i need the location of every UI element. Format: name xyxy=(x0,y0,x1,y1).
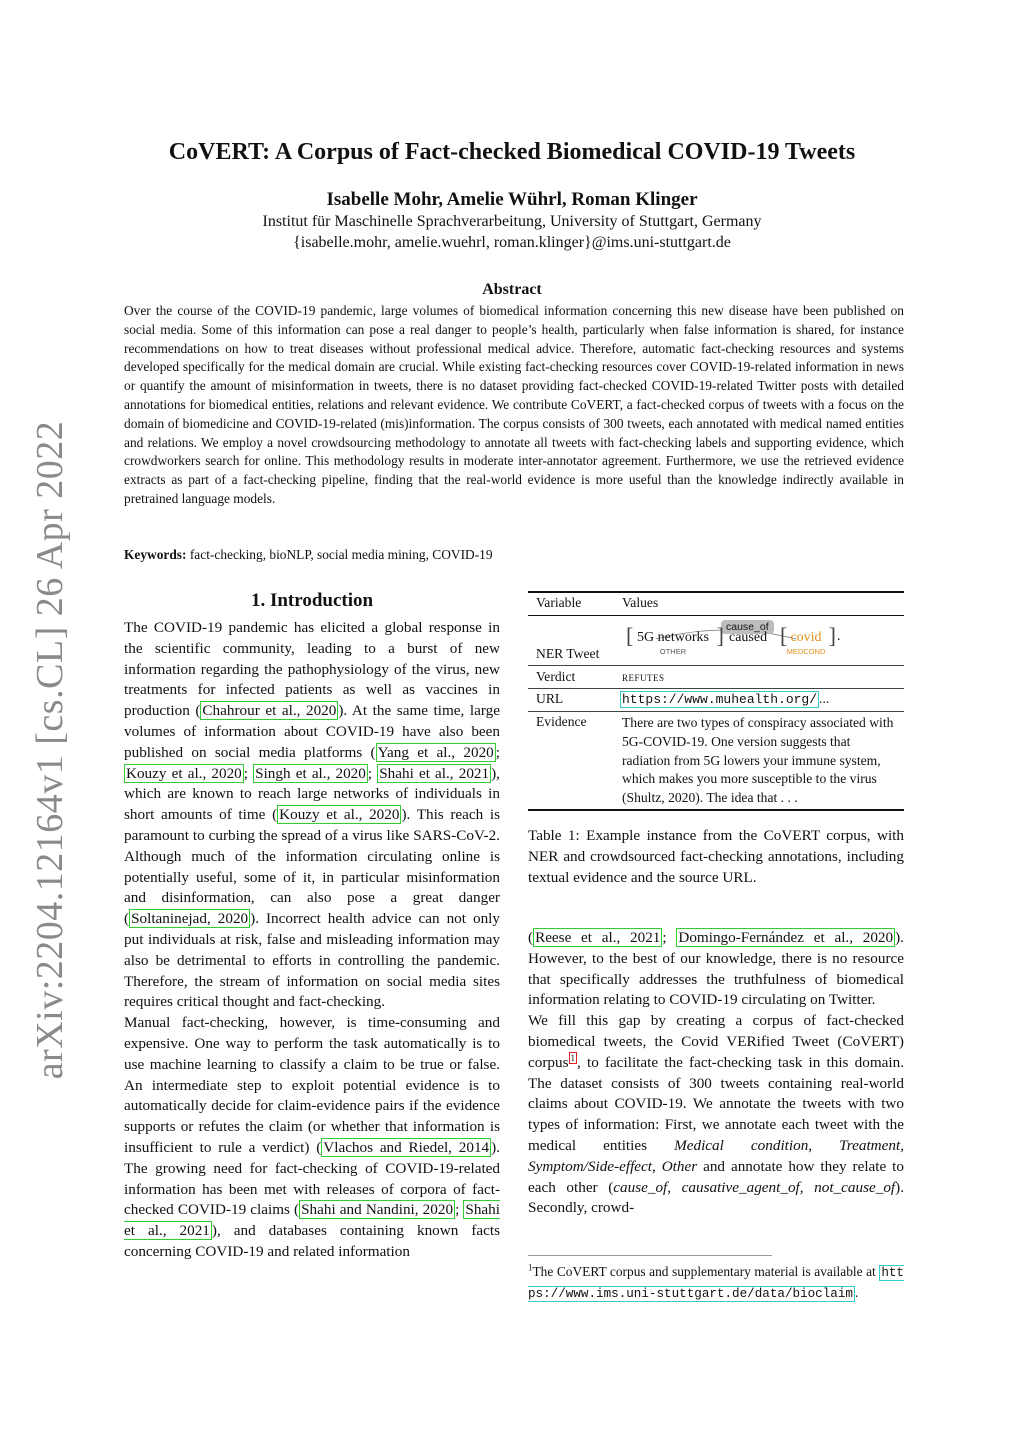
citation-link[interactable]: Shahi and Nandini, 2020 xyxy=(301,1201,454,1219)
relation-label: cause_of xyxy=(721,620,774,634)
table-bottom-rule xyxy=(528,809,904,811)
paper-title: CoVERT: A Corpus of Fact-checked Biomedical COVID-19 Tweets xyxy=(168,139,856,165)
url-cell xyxy=(620,691,829,707)
footnote-url-link[interactable]: https://www.ims.uni-stuttgart.de/data/bioclaim xyxy=(528,1266,904,1301)
url-ellipsis: ... xyxy=(819,691,830,706)
table-row-rule xyxy=(528,665,904,666)
author-emails: {isabelle.mohr, amelie.wuehrl, roman.klinger}@ims.uni-stuttgart.de xyxy=(293,234,731,251)
footnote-number: 1 xyxy=(528,1262,533,1273)
citation-link[interactable]: Reese et al., 2021 xyxy=(535,929,661,946)
affiliation: Institut für Maschinelle Sprachverarbeitung, University of Stuttgart, Germany xyxy=(262,213,762,230)
table-top-rule xyxy=(528,591,904,593)
footnote-marker[interactable]: 1 xyxy=(570,1052,575,1063)
source-url-link[interactable]: https://www.muhealth.org/ xyxy=(622,692,818,707)
introduction-right-column xyxy=(528,928,904,1219)
arxiv-side-stamp: arXiv:2204.12164v1 [cs.CL] 26 Apr 2022 xyxy=(29,420,71,1080)
footnote: $^1$The CoVERT corpus and supplementary material is available at https://www.ims.uni-stuttgart.de/data/bioclaim . xyxy=(528,1262,904,1301)
citation-link[interactable]: Yang et al., 2020 xyxy=(377,743,494,761)
ner-entity-medcond: [ covid MEDCOND ] xyxy=(780,623,836,656)
citation-link[interactable]: Shahi et al., 2021 xyxy=(124,1201,500,1240)
right-paragraph-2: We fill this gap by creating a corpus of fact-checked biomedical tweets, the Covid VERified Tweet (CoVERT) corpus $^1$ , to facilitate the fact-checking task in this domain. The dataset consists of 300 tweets containing real-world claims about COVID-19. We annotate the tweets with two types of information: First, we annotate each tweet with the medical entities Medical condition, Treatment, Symptom/Side-effect, Other and annotate how they relate to each other (cause_of, causative_agent_of, not_cause_of). Secondly, crowd- xyxy=(528,1012,904,1217)
abstract-heading: Abstract xyxy=(482,281,542,298)
citation-link[interactable]: Domingo-Fernández et al., 2020 xyxy=(678,929,894,946)
intro-paragraph-2: Manual fact-checking, however, is time-consuming and expensive. One way to perform the task automatically is to use machine learning to classify a claim to be true or false. An intermediate step to exploit potential evidence is to automatically decide for claim-evidence pairs if the evidence supports or refutes the claim (or whether that information is insufficient to rule a verdict) ( Vlachos and Riedel, 2014 ). The growing need for fact-checking of COVID-19-related information has been met with releases of corpora of fact-checked COVID-19 claims ( Shahi and Nandini, 2020 ; Shahi et al., 2021 ), and databases containing known facts concerning COVID-19 and related information xyxy=(124,1014,500,1260)
citation-link[interactable]: Kouzy et al., 2020 xyxy=(279,806,400,824)
citation-link[interactable]: Soltaninejad, 2020 xyxy=(131,910,249,928)
citation-link[interactable]: Shahi et al., 2021 xyxy=(379,764,490,782)
citation-link[interactable]: Singh et al., 2020 xyxy=(255,764,366,782)
table-caption: Table 1: Example instance from the CoVERT corpus, with NER and crowdsourced fact-checking annotations, including textual evidence and the source URL. xyxy=(528,827,904,886)
citation-link[interactable]: Chahrour et al., 2020 xyxy=(202,702,337,720)
keywords-label: Keywords: xyxy=(124,547,187,562)
verdict-value: refutes xyxy=(622,669,665,684)
table-header-variable: Variable xyxy=(536,595,582,610)
author-list: Isabelle Mohr, Amelie Wührl, Roman Klinger xyxy=(326,189,698,210)
abstract-text: Over the course of the COVID-19 pandemic, large volumes of biomedical information concerning this new disease have been published on social media. Some of this information can pose a real danger to people’s health, particularly when false information is shared, for instance recommendations on how to treat diseases without professional medical advice. Therefore, automatic fact-checking resources and systems developed specifically for the medical domain are crucial. While existing fact-checking resources cover COVID-19-related information in news or quantify the amount of misinformation in tweets, there is no dataset providing fact-checked COVID-19-related Twitter posts with detailed annotations for biomedical entities, relations and relevant evidence. We contribute CoVERT, a fact-checked corpus of tweets with a focus on the domain of biomedicine and COVID-19-related (mis)information. The corpus consists of 300 tweets, each annotated with medical named entities and relations. We employ a novel crowdsourcing methodology to annotate all tweets with fact-checking labels and supporting evidence, which crowdworkers search for online. This methodology results in moderate inter-annotator agreement. Furthermore, we use the retrieved evidence extracts as part of a fact-checking pipeline, finding that the real-world evidence is more useful than the knowledge indirectly available in pretrained language models. xyxy=(124,303,904,506)
table-row-rule xyxy=(528,688,904,689)
introduction-left-column xyxy=(124,618,500,1263)
footnote-rule xyxy=(528,1255,772,1256)
keywords-line xyxy=(124,547,493,563)
ner-entity-other: [ 5G networks OTHER ] xyxy=(626,623,724,656)
row-label-verdict: Verdict xyxy=(536,669,576,684)
section-heading-introduction: 1. Introduction xyxy=(250,590,374,611)
citation-link[interactable]: Vlachos and Riedel, 2014 xyxy=(323,1138,490,1156)
intro-paragraph-1: The COVID-19 pandemic has elicited a global response in the scientific community, leading to a burst of new information regarding the pathophysiology of the virus, new treatments for infected patients as well as vaccines in production ( Chahrour et al., 2020 ). At the same time, large volumes of information about COVID-19 have also been published on social media platforms ( Yang et al., 2020 ; Kouzy et al., 2020 ; Singh et al., 2020 ; Shahi et al., 2021 ), which are known to reach large networks of individuals in short amounts of time ( Kouzy et al., 2020 ). This reach is paramount to curbing the spread of a virus like SARS-CoV-2. Although much of the information circulating online is potentially useful, some of it, in particular misinformation and disinformation, can also pose a great danger ( Soltaninejad, 2020 ). Incorrect health advice can not only put individuals at risk, false and misleading information may also be detrimental to efforts in controlling the pandemic. Therefore, the stream of information on social media sites requires critical thought and fact-checking. xyxy=(124,619,500,1011)
keywords-text: fact-checking, bioNLP, social media mining, COVID-19 xyxy=(189,547,493,562)
table-header-values: Values xyxy=(622,595,659,610)
table-header-rule xyxy=(528,615,904,616)
ner-period: . xyxy=(837,629,841,644)
right-paragraph-1: ( Reese et al., 2021 ; Domingo-Fernández et al., 2020 ). However, to the best of our knowledge, there is no resource that specifically addresses the truthfulness of biomedical information relating to COVID-19 circulating on Twitter. xyxy=(528,929,904,1009)
entity-type-tag: MEDCOND xyxy=(786,647,826,656)
evidence-value: There are two types of conspiracy associated with 5G-COVID-19. One version suggests that radiation from 5G lowers your immune system, which makes you more susceptible to the virus (Shultz, 2020). The idea that . . . xyxy=(622,715,894,806)
row-label-url: URL xyxy=(536,691,564,706)
entity-type-tag: OTHER xyxy=(659,647,687,656)
row-label-ner-tweet: NER Tweet xyxy=(536,646,600,661)
ner-token: caused xyxy=(729,630,768,645)
row-label-evidence: Evidence xyxy=(536,714,587,729)
table-row-rule xyxy=(528,711,904,712)
citation-link[interactable]: Kouzy et al., 2020 xyxy=(126,764,242,782)
